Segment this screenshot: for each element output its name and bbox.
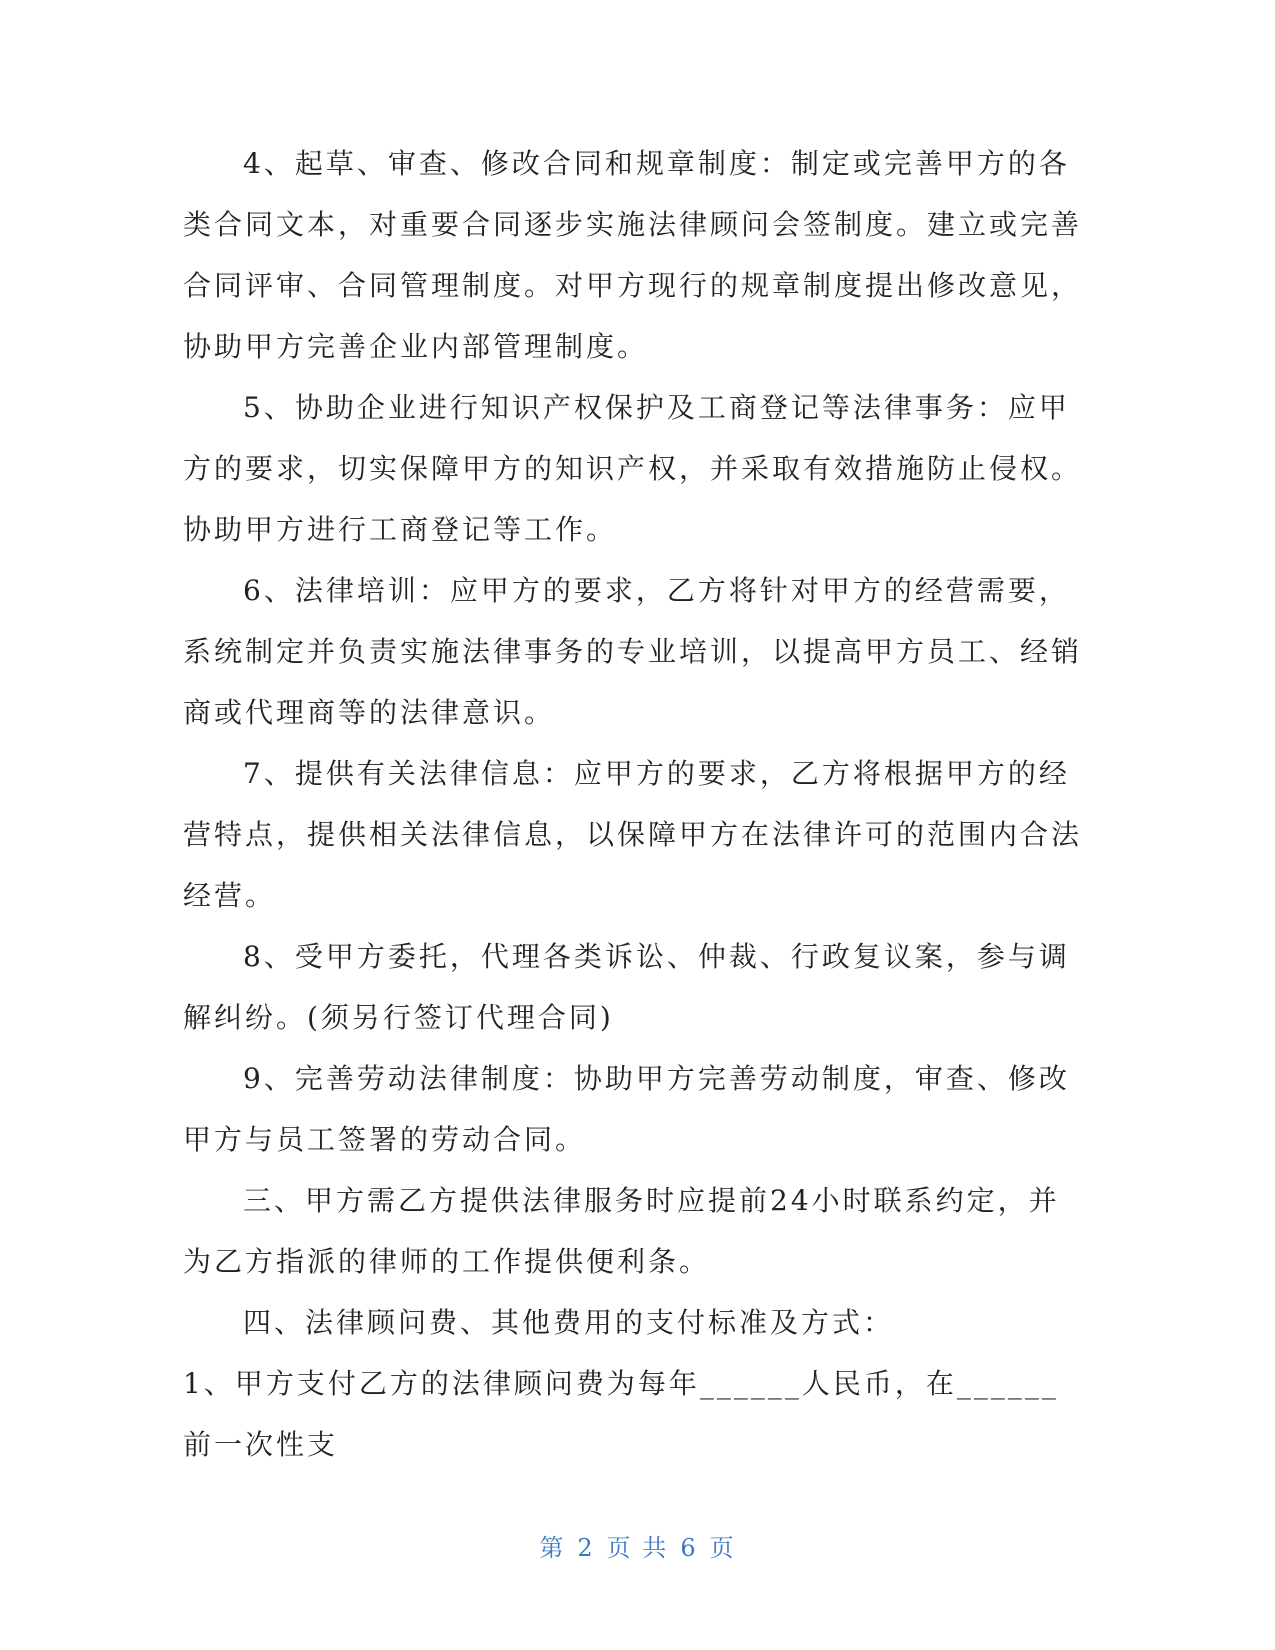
paragraph-item-9: 9、完善劳动法律制度：协助甲方完善劳动制度，审查、修改甲方与员工签署的劳动合同。 [183,1062,1070,1156]
page-footer [0,1528,1275,1563]
paragraph-item-6: 6、法律培训：应甲方的要求，乙方将针对甲方的经营需要，系统制定并负责实施法律事务的专业培训，以提高甲方员工、经销商或代理商等的法律意识。 [183,574,1083,729]
paragraph-item-4: 4、起草、审查、修改合同和规章制度：制定或完善甲方的各类合同文本，对重要合同逐步实施法律顾问会签制度。建立或完善合同评审、合同管理制度。对甲方现行的规章制度提出修改意见，协助甲方完善企业内部管理制度。 [183,147,1083,363]
paragraph-fee-item-1: 1、甲方支付乙方的法律顾问费为每年______人民币，在______前一次性支 [183,1367,1059,1461]
footer-page-number: 2 [577,1534,595,1562]
footer-prefix: 第 [539,1534,566,1562]
paragraph-section-4: 四、法律顾问费、其他费用的支付标准及方式： [243,1306,895,1339]
footer-suffix: 页 [709,1534,736,1562]
footer-total-pages: 6 [680,1534,698,1562]
paragraph-section-3: 三、甲方需乙方提供法律服务时应提前24小时联系约定，并为乙方指派的律师的工作提供便利条。 [183,1184,1060,1278]
footer-middle: 页 共 [606,1534,669,1562]
paragraph-item-5: 5、协助企业进行知识产权保护及工商登记等法律事务：应甲方的要求，切实保障甲方的知识产权，并采取有效措施防止侵权。协助甲方进行工商登记等工作。 [183,391,1083,546]
document-body [183,133,1083,1475]
paragraph-item-7: 7、提供有关法律信息：应甲方的要求，乙方将根据甲方的经营特点，提供相关法律信息，以保障甲方在法律许可的范围内合法经营。 [183,757,1083,912]
paragraph-item-8: 8、受甲方委托，代理各类诉讼、仲裁、行政复议案，参与调解纠纷。(须另行签订代理合同) [183,940,1070,1034]
